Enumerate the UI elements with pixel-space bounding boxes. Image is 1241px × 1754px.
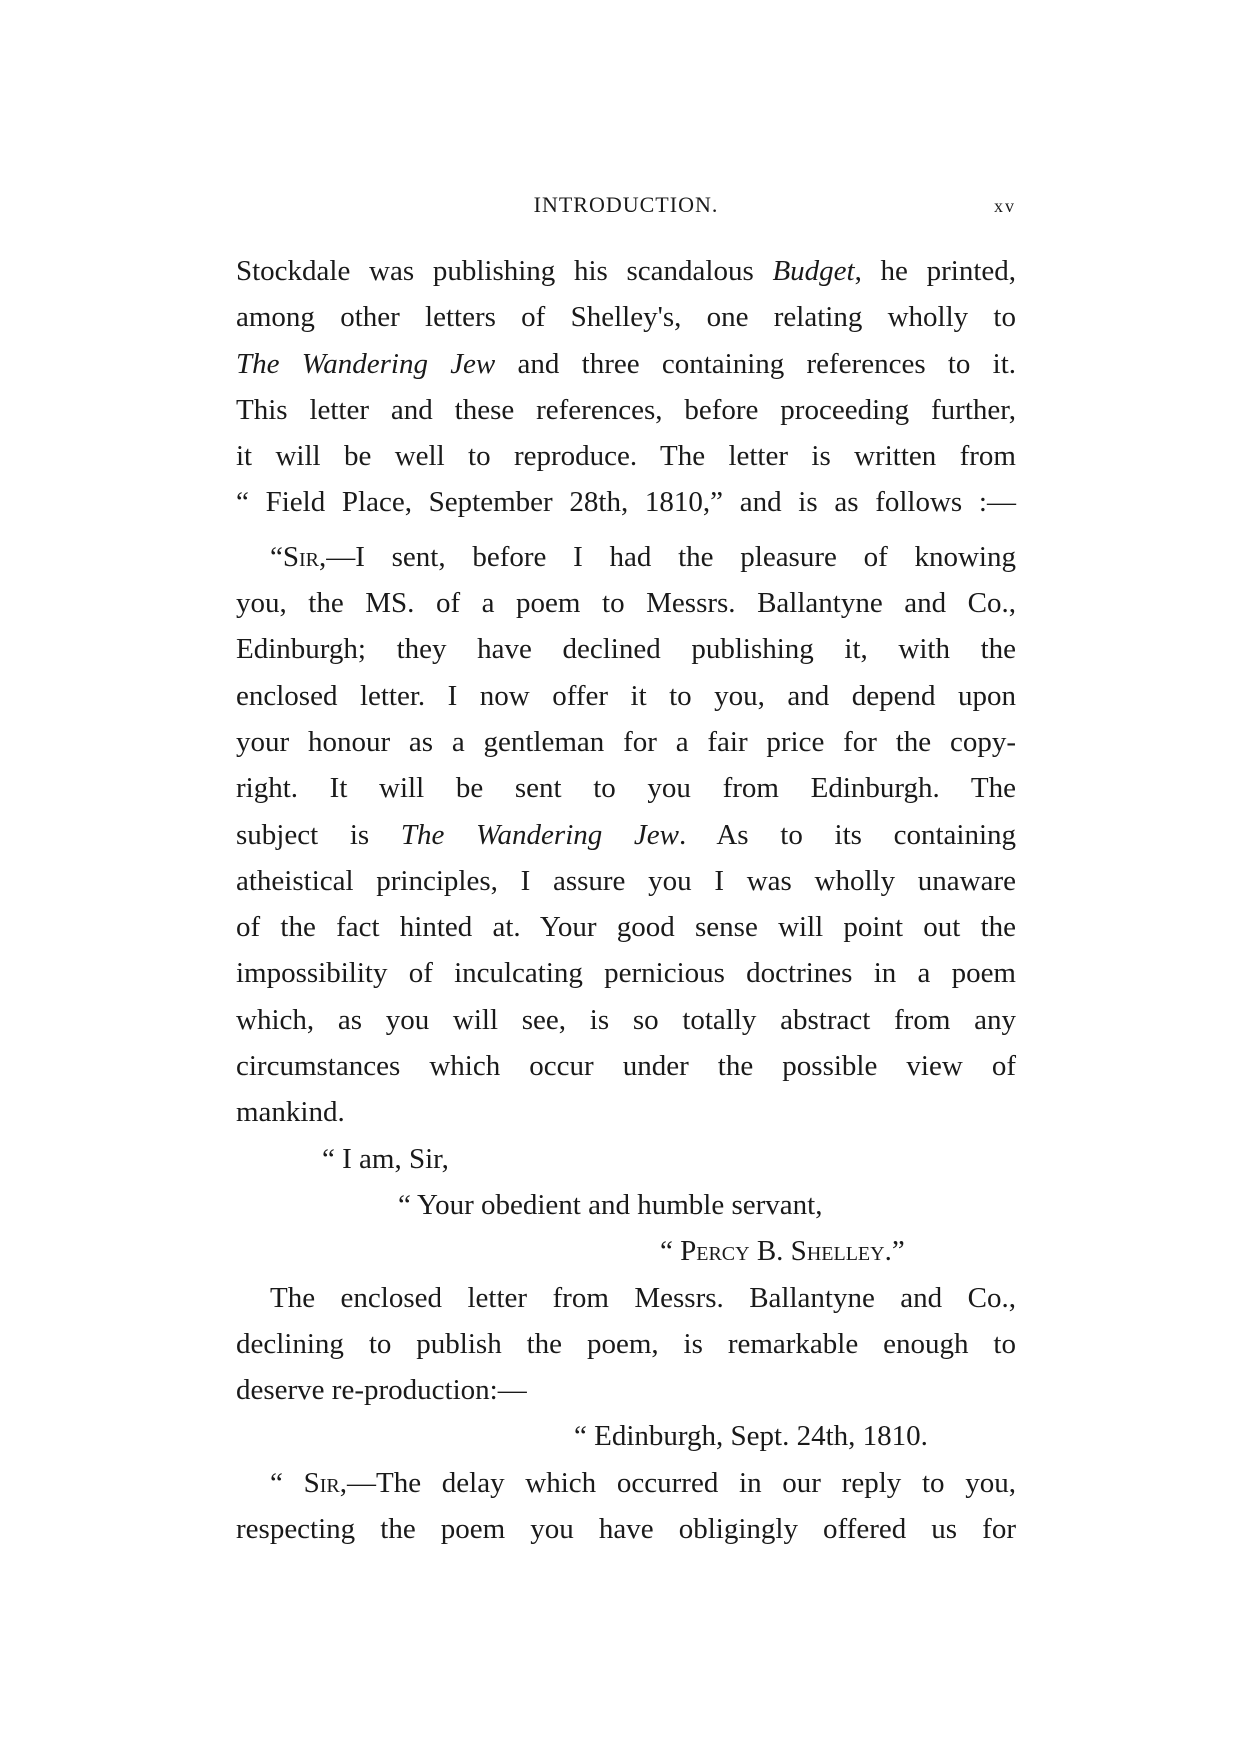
text-line: Stockdale was publishing his scandalous Budget, he printed,	[236, 255, 1016, 287]
text-line: among other letters of Shelley's, one relating wholly to	[236, 301, 1016, 334]
page-number: xv	[994, 196, 1016, 216]
text-line: enclosed letter. I now offer it to you, and depend upon	[236, 679, 1016, 712]
text-line: impossibility of inculcating pernicious doctrines in a poem	[236, 957, 1016, 990]
text-line: respecting the poem you have obligingly offered us for	[236, 1513, 1016, 1546]
text-line: mankind.	[236, 1096, 345, 1129]
text-line: right. It will be sent to you from Edinburgh. The	[236, 772, 1016, 805]
text-line: The enclosed letter from Messrs. Ballantyne and Co.,	[270, 1281, 1016, 1314]
text-line: your honour as a gentleman for a fair price for the copy-	[236, 725, 1016, 758]
text-line: The Wandering Jew and three containing references to it.	[236, 347, 1017, 380]
text-line: deserve re-production:—	[236, 1374, 527, 1407]
body-text	[236, 248, 1016, 1552]
text-line: of the fact hinted at. Your good sense will point out the	[236, 911, 1016, 944]
text-line: it will be well to reproduce. The letter is written from	[236, 440, 1016, 473]
text-line: “ Field Place, September 28th, 1810,” and is as follows :—	[236, 486, 1016, 519]
text-line: circumstances which occur under the possible view of	[236, 1050, 1016, 1083]
letter-closing: “ Your obedient and humble servant,	[398, 1188, 823, 1221]
letter-signature: “ Percy B. Shelley.”	[660, 1235, 905, 1268]
text-line: “Sir,—I sent, before I had the pleasure of knowing	[270, 540, 1016, 573]
text-line: you, the MS. of a poem to Messrs. Ballantyne and Co.,	[236, 587, 1016, 620]
letter-dateline: “ Edinburgh, Sept. 24th, 1810.	[574, 1420, 928, 1453]
text-line: atheistical principles, I assure you I was wholly unaware	[236, 864, 1016, 897]
text-line: declining to publish the poem, is remarkable enough to	[236, 1327, 1016, 1360]
text-line: which, as you will see, is so totally abstract from any	[236, 1003, 1016, 1036]
running-head	[236, 192, 1016, 222]
text-line: This letter and these references, before proceeding further,	[236, 393, 1016, 426]
text-line: “ Sir,—The delay which occurred in our reply to you,	[270, 1466, 1017, 1499]
text-line: subject is The Wandering Jew. As to its containing	[236, 818, 1017, 851]
text-line: Edinburgh; they have declined publishing it, with the	[236, 633, 1016, 666]
letter-closing: “ I am, Sir,	[322, 1142, 449, 1175]
running-title: INTRODUCTION.	[533, 192, 719, 217]
